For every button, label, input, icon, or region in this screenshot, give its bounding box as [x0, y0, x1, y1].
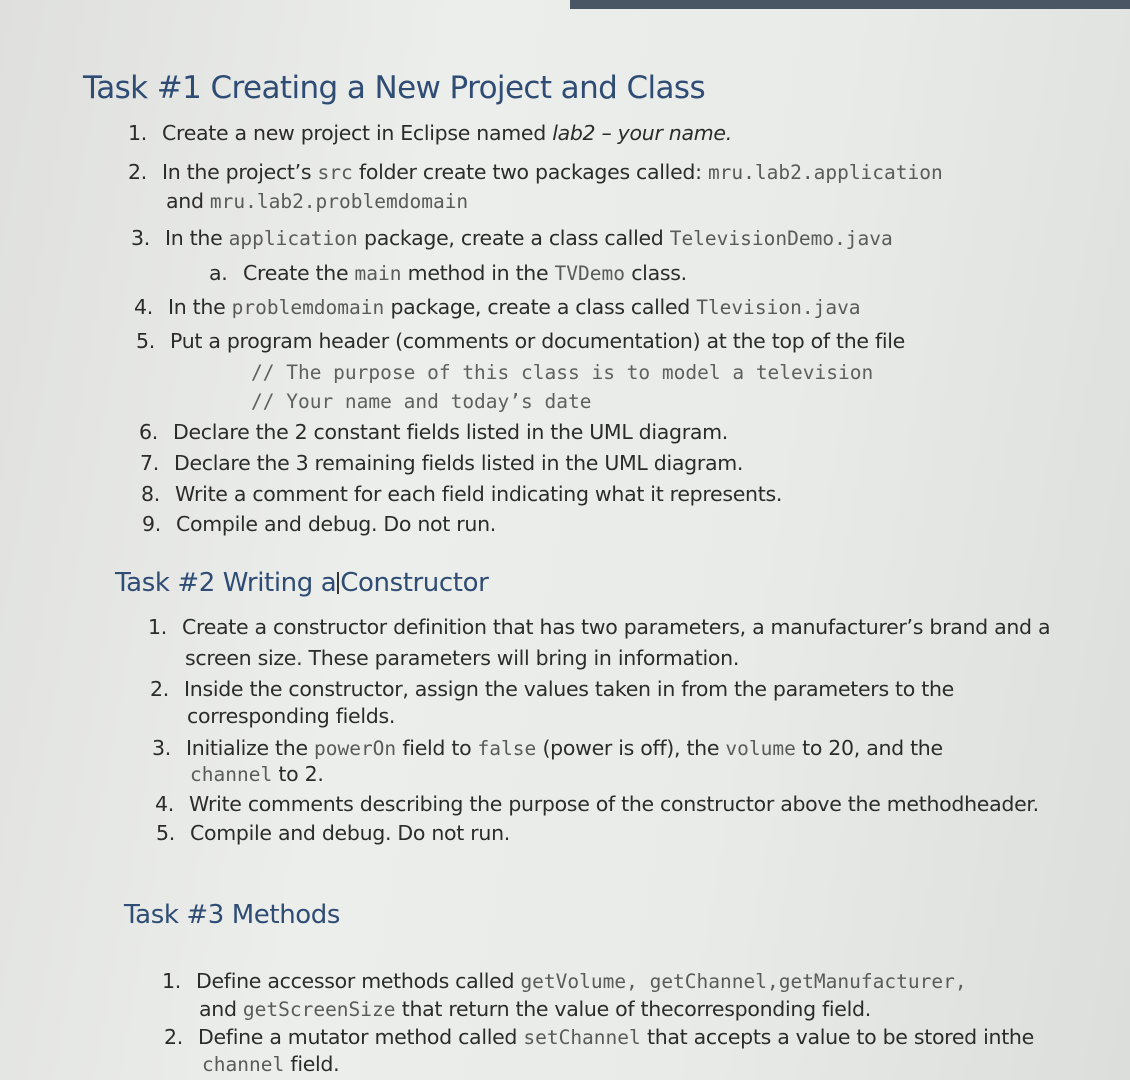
task1-item-3: 3. In the application package, create a class called TelevisionDemo.java: [131, 226, 893, 250]
task3-item-2: 2. Define a mutator method called setChannel that accepts a value to be stored inthe: [164, 1025, 1034, 1049]
task3-item-1: 1. Define accessor methods called getVolume, getChannel,getManufacturer,: [162, 969, 967, 993]
task2-item-2-cont: corresponding fields.: [187, 704, 396, 728]
task2-item-4: 4. Write comments describing the purpose of the constructor above the methodheader.: [155, 792, 1039, 816]
task2-title: Task #2 Writing a Constructor: [115, 568, 489, 598]
task3-title: Task #3 Methods: [124, 900, 341, 930]
task2-item-3: 3. Initialize the powerOn field to false (power is off), the volume to 20, and the: [152, 736, 943, 760]
task1-item-9: 9. Compile and debug. Do not run.: [142, 512, 496, 536]
task1-item-6: 6. Declare the 2 constant fields listed in the UML diagram.: [139, 420, 729, 444]
task2-item-5: 5. Compile and debug. Do not run.: [156, 821, 510, 845]
task1-item-2-cont: and mru.lab2.problemdomain: [166, 189, 469, 213]
task1-item-1: 1. Create a new project in Eclipse named lab2 – your name.: [128, 121, 732, 145]
task1-title: Task #1 Creating a New Project and Class: [83, 70, 706, 106]
task2-item-2: 2. Inside the constructor, assign the values taken in from the parameters to the: [150, 677, 954, 701]
task1-item-8: 8. Write a comment for each field indicating what it represents.: [141, 482, 783, 506]
task3-item-1-cont: and getScreenSize that return the value of thecorresponding field.: [199, 997, 871, 1021]
code-comment-author: // Your name and today’s date: [251, 390, 592, 413]
task2-item-1: 1. Create a constructor definition that has two parameters, a manufacturer’s brand and a: [148, 615, 1051, 639]
monitor-top-bezel: [570, 0, 1130, 9]
task1-item-4: 4. In the problemdomain package, create a class called Tlevision.java: [134, 295, 861, 319]
text-cursor-icon: [337, 572, 339, 594]
task2-item-3-cont: channel to 2.: [190, 762, 324, 786]
task1-item-3a: a. Create the main method in the TVDemo class.: [209, 261, 687, 285]
task2-item-1-cont: screen size. These parameters will bring in information.: [185, 646, 740, 670]
task3-item-2-cont: channel field.: [202, 1052, 340, 1076]
task1-item-7: 7. Declare the 3 remaining fields listed in the UML diagram.: [140, 451, 744, 475]
task1-item-2: 2. In the project’s src folder create two packages called: mru.lab2.application: [128, 160, 943, 184]
task1-item-5: 5. Put a program header (comments or documentation) at the top of the file: [136, 329, 905, 353]
code-comment-purpose: // The purpose of this class is to model a television: [251, 361, 874, 384]
